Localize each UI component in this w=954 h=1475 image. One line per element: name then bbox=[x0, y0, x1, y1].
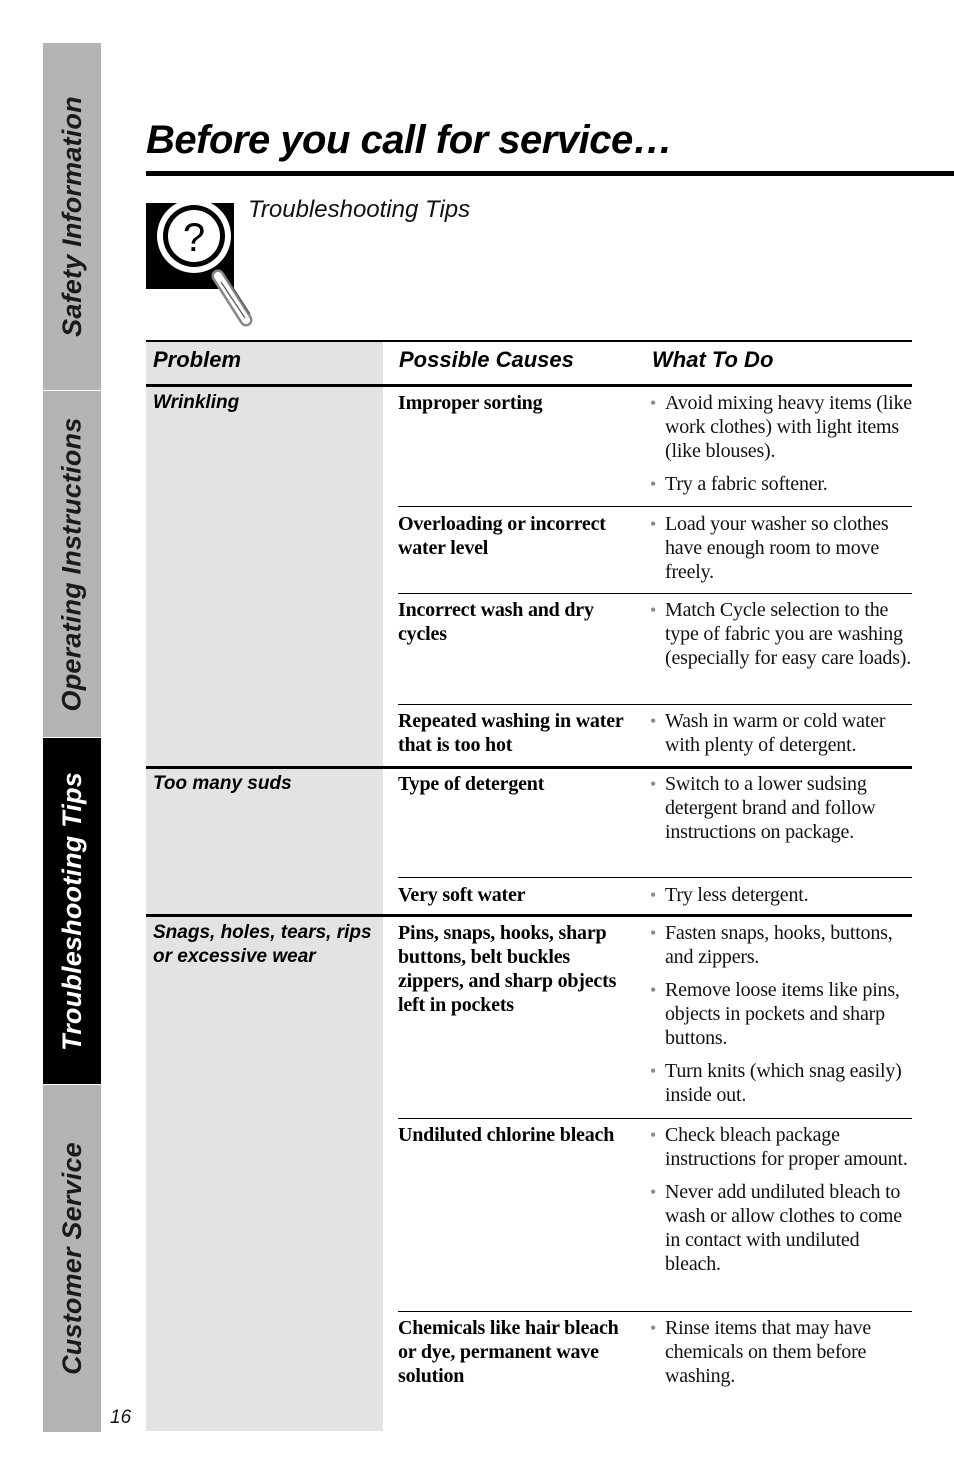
bullet-icon: • bbox=[650, 600, 657, 620]
list-item: • Avoid mixing heavy items (like work clothes) with light items (like blouses). bbox=[650, 392, 912, 462]
side-tab-safety-information[interactable] bbox=[43, 43, 101, 390]
row-divider bbox=[398, 1118, 912, 1119]
cause-undiluted-bleach: Undiluted chlorine bleach bbox=[398, 1124, 615, 1146]
title-divider bbox=[146, 171, 954, 176]
cause-chemicals: Chemicals like hair bleach or dye, permanent wave solution bbox=[398, 1317, 619, 1387]
cause-overloading: Overloading or incorrect water level bbox=[398, 513, 606, 559]
todo-list bbox=[650, 1316, 912, 1397]
todo-list bbox=[650, 883, 912, 916]
side-tab-customer-service[interactable] bbox=[43, 1084, 101, 1432]
list-item: • Switch to a lower sudsing detergent brand and follow instructions on package. bbox=[650, 773, 876, 843]
bullet-icon: • bbox=[650, 1318, 657, 1338]
problem-too-many-suds: Too many suds bbox=[153, 773, 292, 794]
page-number: 16 bbox=[110, 1407, 132, 1428]
question-magnifier-icon bbox=[146, 198, 261, 333]
row-divider bbox=[398, 704, 912, 705]
bullet-icon: • bbox=[650, 774, 657, 794]
todo-list bbox=[650, 391, 912, 505]
list-item: • Rinse items that may have chemicals on them before washing. bbox=[650, 1317, 872, 1387]
list-item: • Match Cycle selection to the type of fabric you are washing (especially for easy care loads). bbox=[650, 599, 912, 669]
cause-incorrect-cycles: Incorrect wash and dry cycles bbox=[398, 599, 594, 645]
side-tab-label: Operating Instructions bbox=[56, 417, 87, 712]
row-divider bbox=[398, 877, 912, 878]
todo-list bbox=[650, 1123, 912, 1285]
problem-wrinkling: Wrinkling bbox=[153, 392, 240, 413]
list-item: • Turn knits (which snag easily) inside out. bbox=[650, 1060, 902, 1106]
todo-list bbox=[650, 598, 912, 679]
list-item: • Try a fabric softener. bbox=[650, 473, 828, 495]
list-item: • Load your washer so clothes have enough room to move freely. bbox=[650, 513, 889, 583]
row-divider bbox=[398, 1311, 912, 1312]
list-item: • Check bleach package instructions for proper amount. bbox=[650, 1124, 908, 1170]
section-subtitle: Troubleshooting Tips bbox=[248, 196, 471, 223]
list-item: • Wash in warm or cold water with plenty of detergent. bbox=[650, 710, 886, 756]
side-tabs bbox=[43, 43, 101, 1431]
header-possible-causes: Possible Causes bbox=[399, 347, 574, 372]
list-item: • Fasten snaps, hooks, buttons, and zippers. bbox=[650, 922, 893, 968]
row-divider bbox=[398, 506, 912, 507]
side-tab-operating-instructions[interactable] bbox=[43, 390, 101, 738]
cause-type-of-detergent: Type of detergent bbox=[398, 773, 545, 795]
bullet-icon: • bbox=[650, 885, 657, 905]
header-bottom-rule bbox=[146, 384, 912, 387]
cause-repeated-washing: Repeated washing in water that is too hot bbox=[398, 710, 624, 756]
bullet-icon: • bbox=[650, 1182, 657, 1202]
cause-improper-sorting: Improper sorting bbox=[398, 392, 543, 414]
bullet-icon: • bbox=[650, 393, 657, 413]
bullet-icon: • bbox=[650, 514, 657, 534]
bullet-icon: • bbox=[650, 474, 657, 494]
bullet-icon: • bbox=[650, 1061, 657, 1081]
list-item: • Remove loose items like pins, objects in pockets and sharp buttons. bbox=[650, 979, 900, 1049]
cause-pins-snaps: Pins, snaps, hooks, sharp buttons, belt buckles zippers, and sharp objects left in pockets bbox=[398, 922, 617, 1016]
side-tab-label: Customer Service bbox=[56, 1142, 87, 1375]
side-tab-label: Troubleshooting Tips bbox=[56, 772, 87, 1051]
list-item: • Never add undiluted bleach to wash or allow clothes to come in contact with undiluted bleach. bbox=[650, 1181, 902, 1275]
group-divider bbox=[146, 914, 912, 917]
page-title: Before you call for service… bbox=[146, 118, 673, 162]
bullet-icon: • bbox=[650, 980, 657, 1000]
list-item: • Try less detergent. bbox=[650, 884, 809, 906]
table-top-rule bbox=[146, 340, 912, 342]
bullet-icon: • bbox=[650, 923, 657, 943]
side-tab-troubleshooting-tips[interactable] bbox=[43, 737, 101, 1085]
problem-column-background bbox=[146, 341, 383, 1431]
todo-list bbox=[650, 772, 912, 853]
bullet-icon: • bbox=[650, 711, 657, 731]
header-what-to-do: What To Do bbox=[652, 347, 774, 372]
todo-list bbox=[650, 512, 912, 593]
todo-list bbox=[650, 709, 912, 766]
problem-snags-holes: Snags, holes, tears, rips or excessive wear bbox=[153, 922, 372, 967]
side-tab-label: Safety Information bbox=[56, 96, 87, 337]
todo-list bbox=[650, 921, 912, 1116]
header-problem: Problem bbox=[153, 347, 242, 372]
cause-very-soft-water: Very soft water bbox=[398, 884, 526, 906]
group-divider bbox=[146, 766, 912, 769]
svg-text:?: ? bbox=[182, 216, 206, 260]
bullet-icon: • bbox=[650, 1125, 657, 1145]
row-divider bbox=[398, 593, 912, 594]
